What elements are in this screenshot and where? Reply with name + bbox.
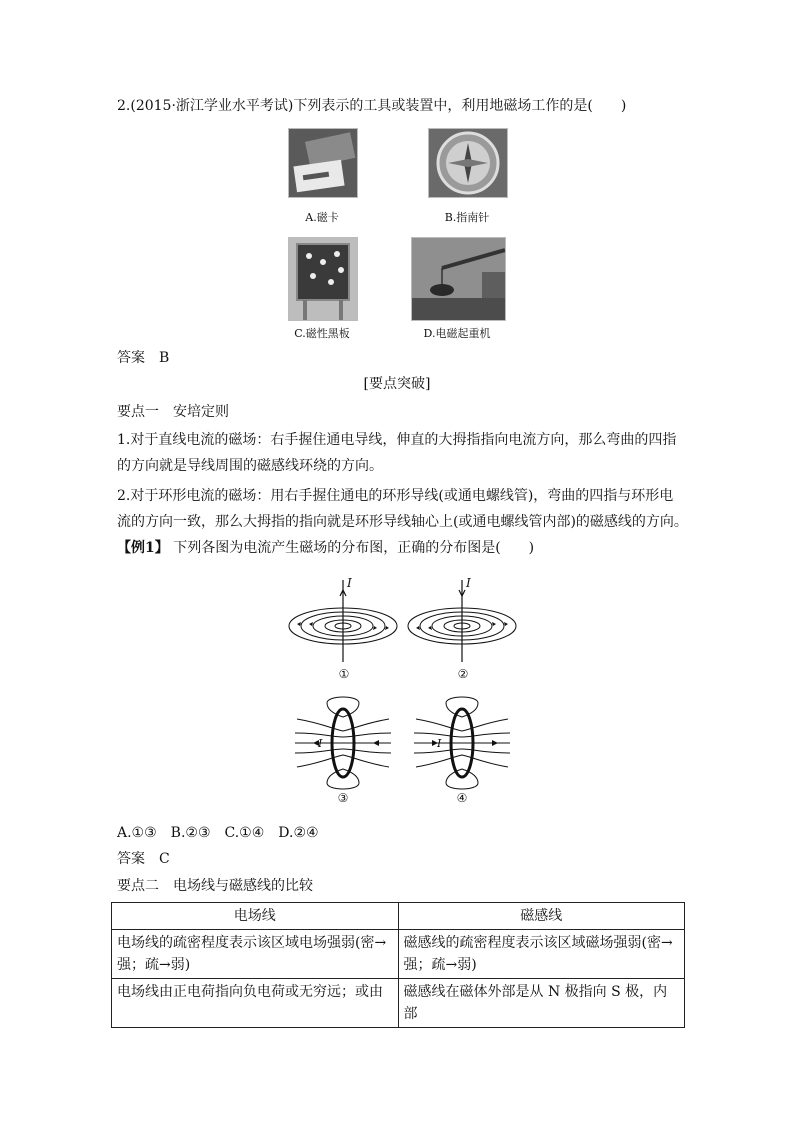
example-1-choices: A.①③ B.②③ C.①④ D.②④ (117, 825, 319, 841)
table-header-row (112, 903, 685, 930)
point-1-line-3: 2.对于环形电流的磁场：用右手握住通电的环形导线(或通电螺线管)，弯曲的四指与环形电 (117, 488, 674, 504)
magnetic-card-image (289, 129, 357, 197)
figure-2-straight-wire (404, 576, 522, 664)
figure-4-label: ④ (456, 791, 468, 805)
photo-magnetic-card (288, 128, 358, 198)
table-header: 电场线 (112, 903, 399, 930)
table-cell: 磁感线的疏密程度表示该区域磁场强弱(密→强；疏→弱) (398, 930, 685, 979)
figure-2-label: ② (457, 667, 469, 681)
figure-4-diagram (412, 693, 512, 793)
caption-option-d: D.电磁起重机 (423, 327, 491, 340)
figure-1-straight-wire (285, 576, 403, 664)
point-1-line-4: 流的方向一致，那么大拇指的指向就是环形导线轴心上(或通电螺线管内部)的磁感线的方向。 (117, 514, 688, 530)
figure-2-diagram (404, 576, 522, 664)
figure-3-ring-current (293, 693, 393, 793)
magnetic-blackboard-image (289, 238, 357, 320)
figure-4-current-label: I (437, 737, 442, 750)
figure-1-diagram (285, 576, 403, 664)
section-title: [要点突破] (363, 376, 431, 392)
caption-option-c: C.磁性黑板 (294, 327, 350, 340)
photo-electromagnetic-crane (411, 237, 506, 321)
figure-1-label: ① (338, 667, 350, 681)
caption-option-b: B.指南针 (444, 211, 490, 224)
answer-q2: 答案 B (117, 350, 170, 366)
figure-2-current-label: I (466, 576, 471, 590)
caption-option-a: A.磁卡 (305, 211, 339, 224)
photo-compass (428, 128, 508, 198)
table-cell: 电场线的疏密程度表示该区域电场强弱(密→强；疏→弱) (112, 930, 399, 979)
point-1-line-2: 的方向就是导线周围的磁感线环绕的方向。 (117, 458, 383, 474)
electromagnetic-crane-image (412, 238, 505, 320)
figure-3-diagram (293, 693, 393, 793)
table-row (112, 930, 685, 979)
table-header: 磁感线 (398, 903, 685, 930)
example-1-tag: 【例1】 (117, 540, 169, 556)
figure-1-current-label: I (347, 576, 352, 590)
compass-image (429, 129, 507, 197)
point-1-title: 要点一 安培定则 (117, 404, 229, 420)
answer-example-1: 答案 C (117, 851, 170, 867)
question-2-stem: 2.(2015·浙江学业水平考试)下列表示的工具或装置中，利用地磁场工作的是( ) (117, 98, 627, 114)
table-cell: 电场线由正电荷指向负电荷或无穷远；或由 (112, 979, 399, 1028)
figure-3-current-label: I (318, 737, 323, 750)
point-2-title: 要点二 电场线与磁感线的比较 (117, 878, 313, 894)
figure-4-ring-current (412, 693, 512, 793)
figure-3-label: ③ (337, 791, 349, 805)
example-1-question: 下列各图为电流产生磁场的分布图，正确的分布图是( ) (173, 540, 535, 556)
table-row (112, 979, 685, 1028)
comparison-table (111, 902, 685, 1028)
example-1-stem (117, 537, 534, 559)
point-1-line-1: 1.对于直线电流的磁场：右手握住通电导线，伸直的大拇指指向电流方向，那么弯曲的四指 (117, 432, 677, 448)
photo-magnetic-blackboard (288, 237, 358, 321)
table-cell: 磁感线在磁体外部是从 N 极指向 S 极，内部 (398, 979, 685, 1028)
